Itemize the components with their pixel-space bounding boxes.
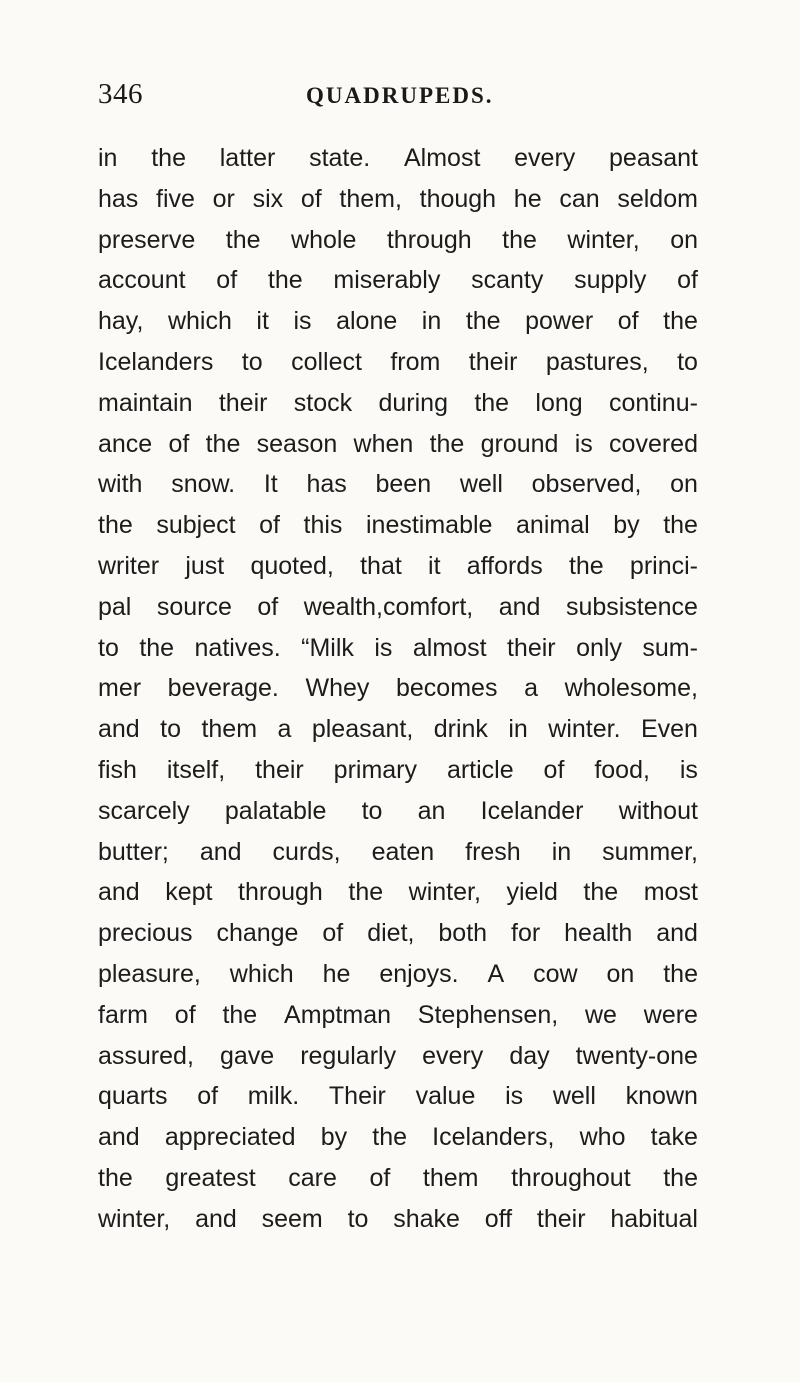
page-header [98, 74, 700, 114]
text-line: has five or six of them, though he can seldom [98, 184, 698, 213]
text-line: mer beverage. Whey becomes a wholesome, [98, 674, 698, 703]
text-line: in the latter state. Almost every peasant [98, 144, 698, 172]
text-line: and appreciated by the Icelanders, who take [98, 1123, 698, 1152]
text-line: assured, gave regularly every day twenty-one [98, 1041, 698, 1070]
text-line: account of the miserably scanty supply of [98, 266, 698, 295]
text-line: preserve the whole through the winter, on [98, 225, 698, 254]
text-line: the subject of this inestimable animal by the [98, 511, 698, 540]
text-line: Icelanders to collect from their pastures, to [98, 347, 698, 376]
text-line: winter, and seem to shake off their habitual [98, 1204, 698, 1233]
text-line: fish itself, their primary article of food, is [98, 755, 698, 784]
page-number: 346 [98, 78, 143, 110]
text-line: ance of the season when the ground is covered [98, 429, 698, 458]
body-text [98, 138, 698, 1240]
text-line: the greatest care of them throughout the [98, 1163, 698, 1192]
text-line: farm of the Amptman Stephensen, we were [98, 1000, 698, 1029]
text-line: precious change of diet, both for health and [98, 919, 698, 948]
text-line: with snow. It has been well observed, on [98, 470, 698, 499]
running-head: QUADRUPEDS. [306, 83, 494, 108]
text-line: scarcely palatable to an Icelander without [98, 796, 698, 825]
text-line: and kept through the winter, yield the most [98, 878, 698, 907]
text-line: pal source of wealth,comfort, and subsistence [98, 592, 698, 621]
text-line: pleasure, which he enjoys. A cow on the [98, 959, 698, 988]
text-line: writer just quoted, that it affords the princi- [98, 551, 698, 580]
text-line: quarts of milk. Their value is well known [98, 1082, 698, 1111]
text-line: maintain their stock during the long continu- [98, 388, 698, 417]
text-line: hay, which it is alone in the power of the [98, 307, 698, 336]
text-line: to the natives. “Milk is almost their only sum- [98, 633, 698, 662]
text-line: and to them a pleasant, drink in winter. Even [98, 715, 698, 744]
text-line: butter; and curds, eaten fresh in summer, [98, 837, 698, 866]
